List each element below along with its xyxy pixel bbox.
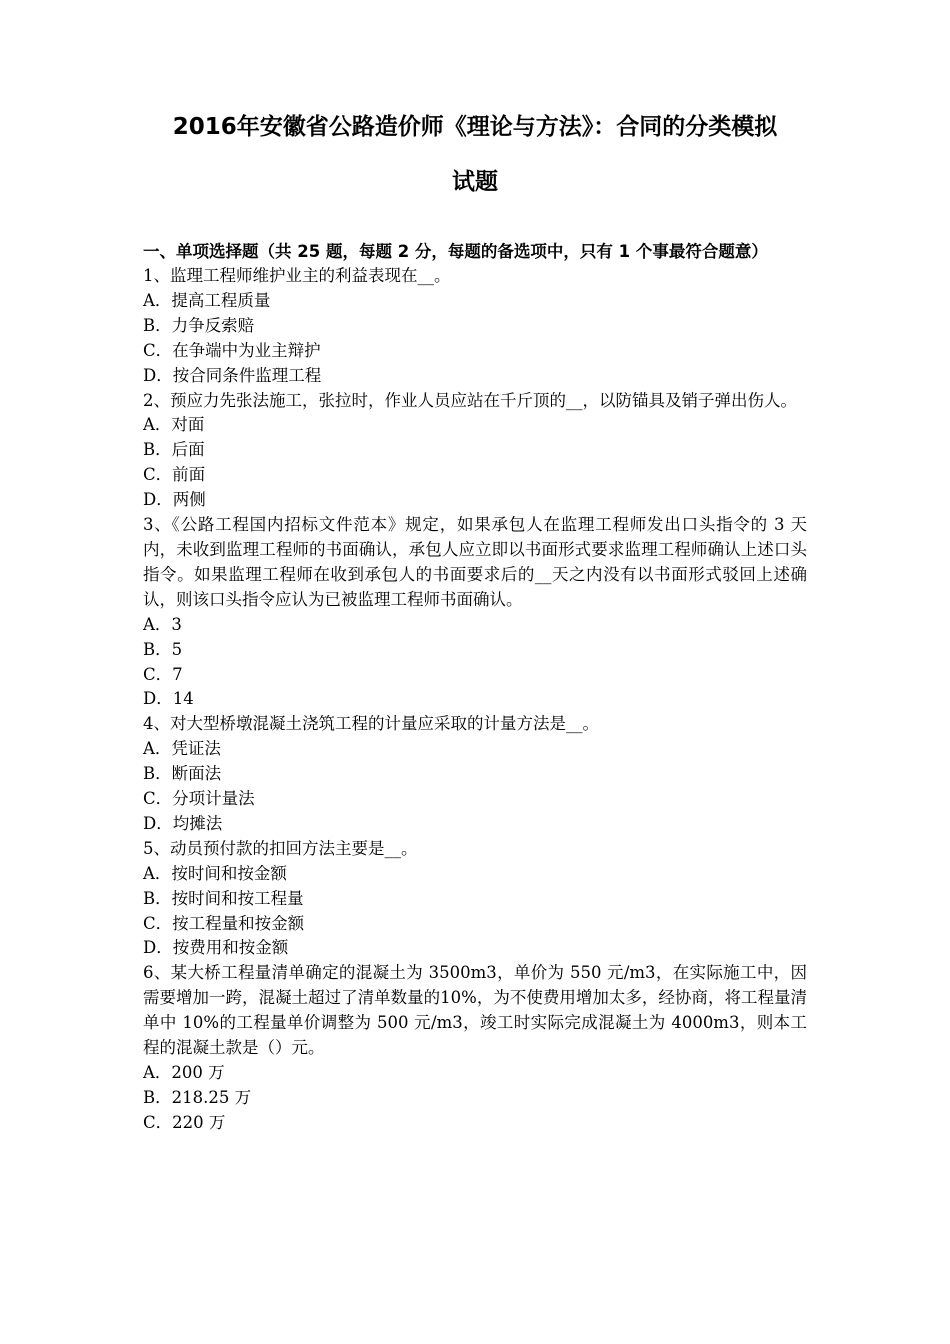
- question-6: [143, 961, 807, 1135]
- question-1: [143, 264, 807, 389]
- option-b: B．力争反索赔: [143, 315, 255, 335]
- document-page: [143, 112, 807, 1136]
- question-list: [143, 264, 807, 1136]
- question-2: [143, 389, 807, 514]
- option-d: D．按合同条件监理工程: [143, 365, 322, 385]
- question-4: [143, 712, 807, 837]
- option-b: B．按时间和按工程量: [143, 888, 304, 908]
- question-stem: 5、动员预付款的扣回方法主要是__。: [143, 838, 418, 858]
- option-d: D．均摊法: [143, 813, 223, 833]
- option-c: C．7: [143, 664, 183, 684]
- question-stem: 4、对大型桥墩混凝土浇筑工程的计量应采取的计量方法是__。: [143, 714, 599, 734]
- option-b: B．后面: [143, 440, 205, 460]
- option-a: A．对面: [143, 415, 205, 435]
- option-c: C．在争端中为业主辩护: [143, 340, 321, 360]
- question-stem: 6、某大桥工程量清单确定的混凝土为 3500m3，单价为 550 元/m3，在实际施工中，因需要增加一跨，混凝土超过了清单数量的10%，为不使费用增加太多，经协商，将工程量清单中 10%的工程量单价调整为 500 元/m3，竣工时实际完成混凝土为 4000m3，则本工程的混凝土款是（）元。: [143, 963, 807, 1058]
- option-a: A．3: [143, 614, 182, 634]
- question-stem: 3、《公路工程国内招标文件范本》规定，如果承包人在监理工程师发出口头指令的 3 天内，未收到监理工程师的书面确认，承包人应立即以书面形式要求监理工程师确认上述口头指令。如果监理工程师在收到承包人的书面要求后的__天之内没有以书面形式驳回上述确认，则该口头指令应认为已被监理工程师书面确认。: [143, 515, 807, 609]
- option-c: C．前面: [143, 465, 206, 485]
- option-a: A．按时间和按金额: [143, 863, 287, 883]
- question-5: [143, 837, 807, 962]
- option-b: B．断面法: [143, 764, 222, 784]
- question-stem: 2、预应力先张法施工，张拉时，作业人员应站在千斤顶的__，以防锚具及销子弹出伤人。: [143, 390, 797, 410]
- option-c: C．按工程量和按金额: [143, 913, 305, 933]
- option-d: D．14: [143, 689, 194, 709]
- option-d: D．按费用和按金额: [143, 938, 289, 958]
- option-a: A．200 万: [143, 1063, 225, 1082]
- option-d: D．两侧: [143, 490, 206, 510]
- option-b: B．218.25 万: [143, 1087, 252, 1107]
- option-a: A．凭证法: [143, 739, 221, 759]
- option-a: A．提高工程质量: [143, 290, 271, 310]
- option-b: B．5: [143, 639, 183, 659]
- option-c: C．分项计量法: [143, 789, 255, 809]
- question-3: [143, 513, 807, 712]
- section-heading: 一、单项选择题（共 25 题，每题 2 分，每题的备选项中，只有 1 个事最符合题意）: [143, 242, 768, 261]
- title-line-1: 2016年安徽省公路造价师《理论与方法》：合同的分类模拟: [172, 114, 778, 140]
- title-line-2: 试题: [452, 169, 498, 195]
- option-c: C．220 万: [143, 1112, 226, 1132]
- document-title: [143, 112, 807, 197]
- question-stem: 1、监理工程师维护业主的利益表现在__。: [143, 266, 451, 285]
